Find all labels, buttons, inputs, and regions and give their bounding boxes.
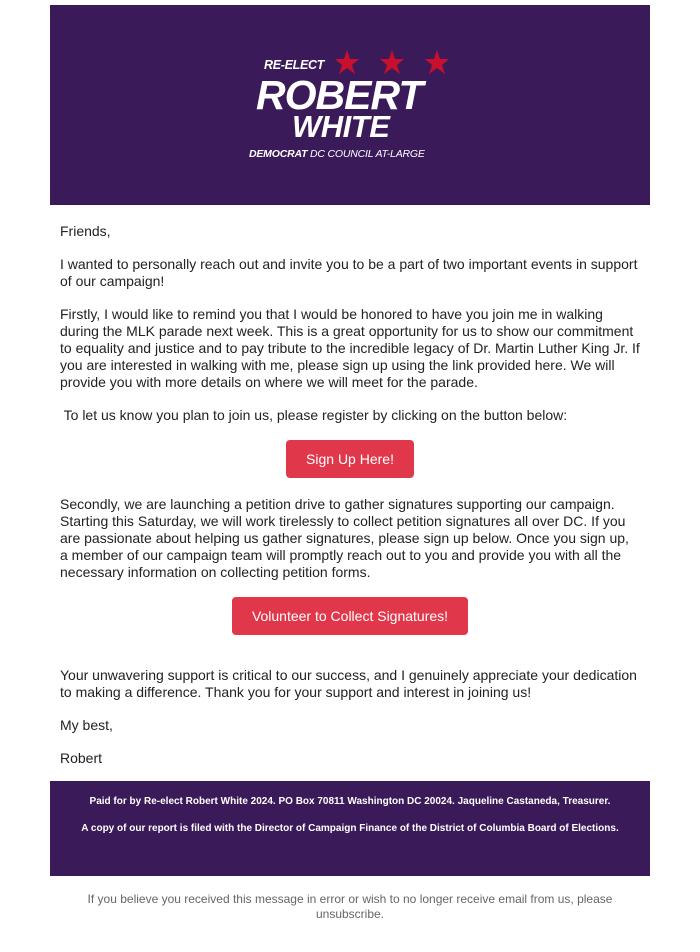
closing: My best, (60, 717, 113, 733)
campaign-logo (50, 5, 650, 205)
logo-subtitle (249, 148, 425, 160)
signup-button-row (60, 440, 640, 478)
greeting: Friends, (60, 223, 111, 239)
paragraph-thanks: Your unwavering support is critical to our success, and I genuinely appreciate your dedication to making a difference. Thank you for your support and interest in joining us! (60, 667, 637, 700)
logo-reelect: RE-ELECT (264, 58, 325, 72)
email-container (50, 5, 650, 922)
email-body (50, 205, 650, 767)
footer-paid-for: Paid for by Re-elect Robert White 2024. PO Box 70811 Washington DC 20024. Jaqueline Castaneda, Treasurer. (89, 796, 611, 807)
signature: Robert (60, 750, 103, 766)
star-icon (425, 50, 449, 74)
email-footer (50, 781, 650, 876)
footer-report: A copy of our report is filed with the Director of Campaign Finance of the District of Columbia Board of Elections. (81, 823, 619, 834)
logo-first-name: ROBERT (256, 72, 423, 118)
volunteer-button-row (60, 597, 640, 635)
volunteer-button[interactable]: Volunteer to Collect Signatures! (232, 597, 468, 635)
paragraph-petition: Secondly, we are launching a petition drive to gather signatures supporting our campaign. Starting this Saturday, we will work tirelessly to collect petition signatures all over DC. If you are passionate about helping us gather signatures, please sign up below. Once you sign up, a member of our campaign team will promptly reach out to you and provide you with all the necessary information on collecting petition forms. (60, 496, 629, 580)
email-header (50, 5, 650, 205)
logo-office: DC COUNCIL AT-LARGE (310, 148, 425, 160)
unsubscribe-text[interactable]: If you believe you received this message in error or wish to no longer receive email from us, please unsubscribe. (87, 892, 613, 921)
paragraph-intro: I wanted to personally reach out and invite you to be a part of two important events in support of our campaign! (60, 256, 638, 289)
logo-last-name: WHITE (292, 109, 390, 144)
star-icon (335, 50, 359, 74)
logo-party: DEMOCRAT (249, 148, 308, 160)
paragraph-register: To let us know you plan to join us, please register by clicking on the button below: (60, 407, 568, 423)
sign-up-button[interactable]: Sign Up Here! (286, 440, 414, 478)
star-icon (380, 50, 404, 74)
paragraph-parade: Firstly, I would like to remind you that I would be honored to have you join me in walking during the MLK parade next week. This is a great opportunity for us to show our commitment to equality and justice and to pay tribute to the incredible legacy of Dr. Martin Luther King Jr. If you are interested in walking with me, please sign up using the link provided here. We will provide you with more details on where we will meet for the parade. (60, 306, 640, 390)
